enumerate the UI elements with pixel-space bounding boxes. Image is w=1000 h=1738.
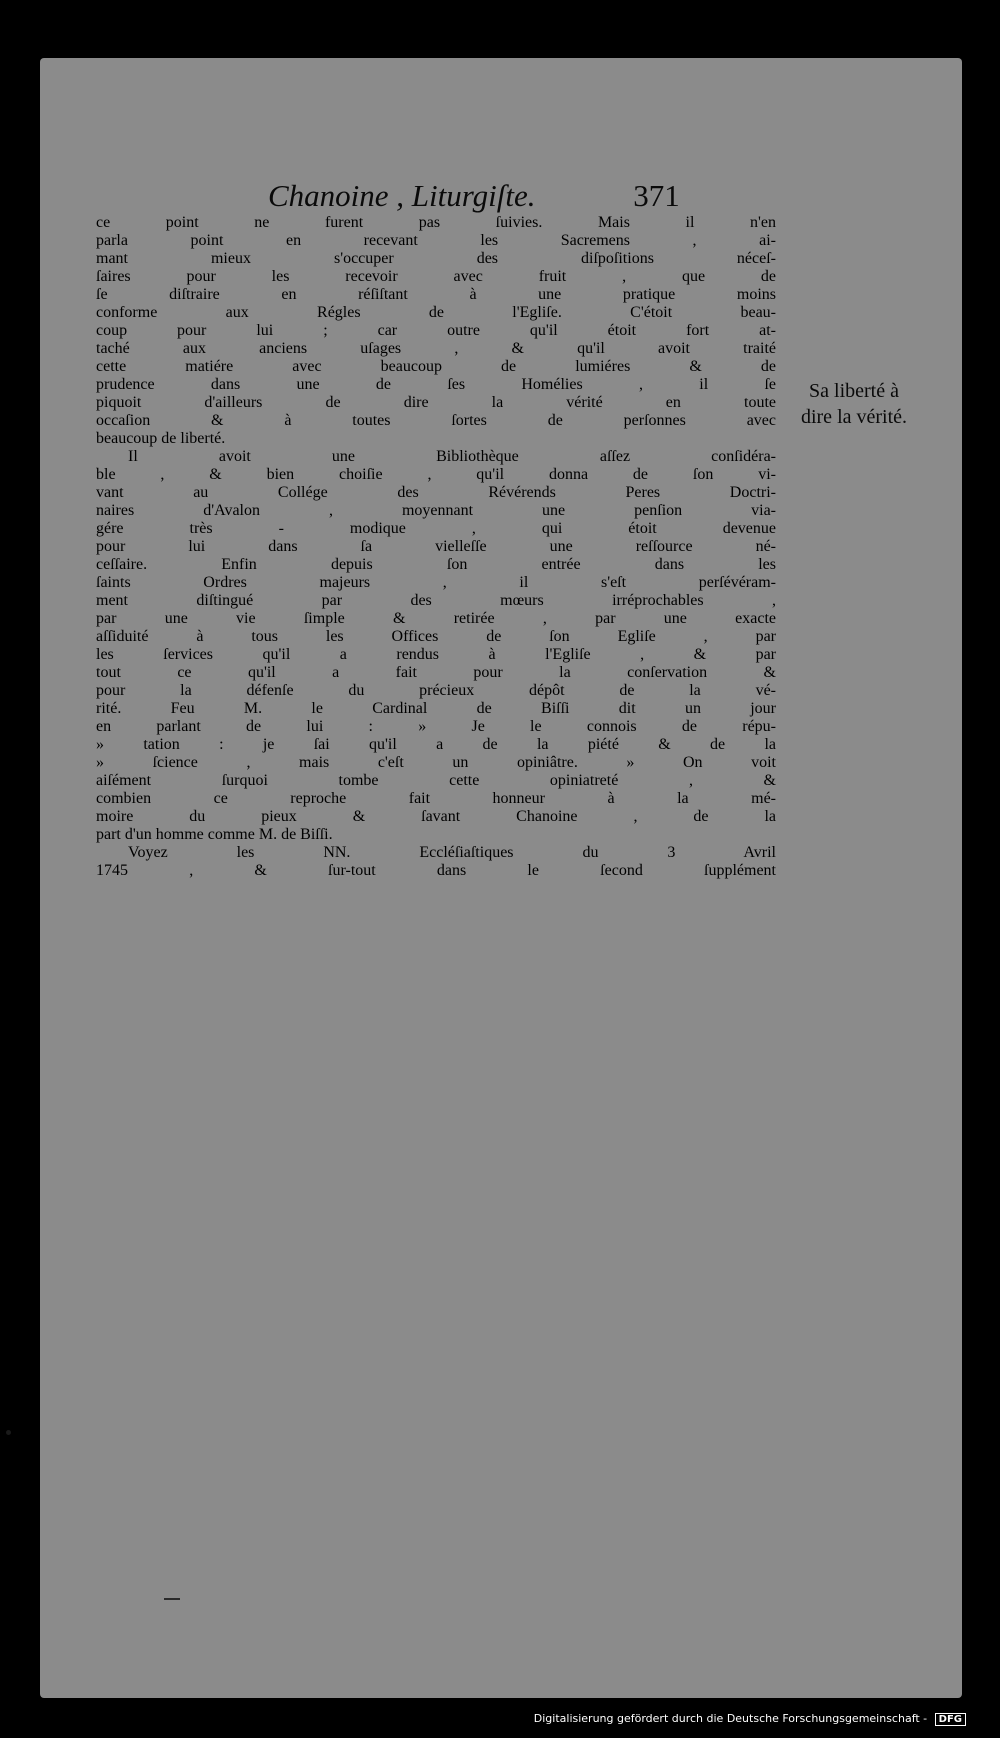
text-line: conforme aux Régles de l'Egliſe. C'étoit beau-: [96, 304, 776, 321]
running-head-title: Chanoine , Liturgiſte.: [268, 178, 536, 213]
text-line: prudence dans une de ſes Homélies , il ſe: [96, 376, 776, 393]
margin-note: [754, 378, 954, 430]
text-line: ceſſaire. Enfin depuis ſon entrée dans les: [96, 556, 776, 573]
text-line: pour lui dans ſa vielleſſe une reſſource né-: [96, 538, 776, 555]
text-line: ce point ne furent pas ſuivies. Mais il n'en: [96, 214, 776, 231]
text-line: cette matiére avec beaucoup de lumiéres & de: [96, 358, 776, 375]
text-line: naires d'Avalon , moyennant une penſion via-: [96, 502, 776, 519]
running-head: [268, 178, 680, 214]
text-line: taché aux anciens uſages , & qu'il avoit traité: [96, 340, 776, 357]
text-line: les ſervices qu'il a rendus à l'Egliſe , & par: [96, 646, 776, 663]
text-line: parla point en recevant les Sacremens , ai-: [96, 232, 776, 249]
text-line: pour la défenſe du précieux dépôt de la vé-: [96, 682, 776, 699]
text-line: en parlant de lui : » Je le connois de répu-: [96, 718, 776, 735]
text-line: aiſément ſurquoi tombe cette opiniatreté , &: [96, 772, 776, 789]
text-line: ſaires pour les recevoir avec fruit , que de: [96, 268, 776, 285]
text-line: tout ce qu'il a fait pour la conſervation &: [96, 664, 776, 681]
text-line: Voyez les NN. Eccléſiaſtiques du 3 Avril: [128, 844, 776, 861]
text-line: ment diſtingué par des mœurs irréprochables ,: [96, 592, 776, 609]
margin-speck: [6, 1430, 11, 1435]
scanned-page: [40, 58, 962, 1698]
text-line: mant mieux s'occuper des diſpoſitions néceſ-: [96, 250, 776, 267]
text-line: beaucoup de liberté.: [96, 430, 226, 447]
dfg-logo: DFG: [935, 1713, 966, 1726]
text-line: occaſion & à toutes ſortes de perſonnes avec: [96, 412, 776, 429]
credit-text: Digitalisierung gefördert durch die Deutsche Forschungsgemeinschaft -: [533, 1712, 928, 1725]
text-line: coup pour lui ; car outre qu'il étoit fort at-: [96, 322, 776, 339]
text-line: 1745 , & ſur-tout dans le ſecond ſupplément: [96, 862, 776, 879]
text-line: » ſcience , mais c'eſt un opiniâtre. » On voit: [96, 754, 776, 771]
text-line: vant au Collége des Révérends Peres Doctri-: [96, 484, 776, 501]
text-line: part d'un homme comme M. de Biſſi.: [96, 826, 333, 843]
text-line: Il avoit une Bibliothèque aſſez conſidéra-: [128, 448, 776, 465]
text-line: » tation : je ſai qu'il a de la piété & de la: [96, 736, 776, 753]
text-line: rité. Feu M. le Cardinal de Biſſi dit un jour: [96, 700, 776, 717]
page-number: 371: [633, 178, 680, 213]
text-line: aſſiduité à tous les Offices de ſon Egliſe , par: [96, 628, 776, 645]
text-line: ble , & bien choiſie , qu'il donna de ſon vi-: [96, 466, 776, 483]
text-line: par une vie ſimple & retirée , par une exacte: [96, 610, 776, 627]
margin-note-line: Sa liberté à: [809, 380, 899, 402]
text-line: combien ce reproche fait honneur à la mé-: [96, 790, 776, 807]
text-line: ſe diſtraire en réſiſtant à une pratique moins: [96, 286, 776, 303]
margin-note-line: dire la vérité.: [800, 406, 908, 428]
body-text: [96, 214, 776, 880]
text-line: moire du pieux & ſavant Chanoine , de la: [96, 808, 776, 825]
text-line: piquoit d'ailleurs de dire la vérité en toute: [96, 394, 776, 411]
margin-speck: [164, 1598, 180, 1600]
digitization-credit: [534, 1712, 966, 1726]
text-line: gére très - modique , qui étoit devenue: [96, 520, 776, 537]
text-line: ſaints Ordres majeurs , il s'eſt perſévéram-: [96, 574, 776, 591]
